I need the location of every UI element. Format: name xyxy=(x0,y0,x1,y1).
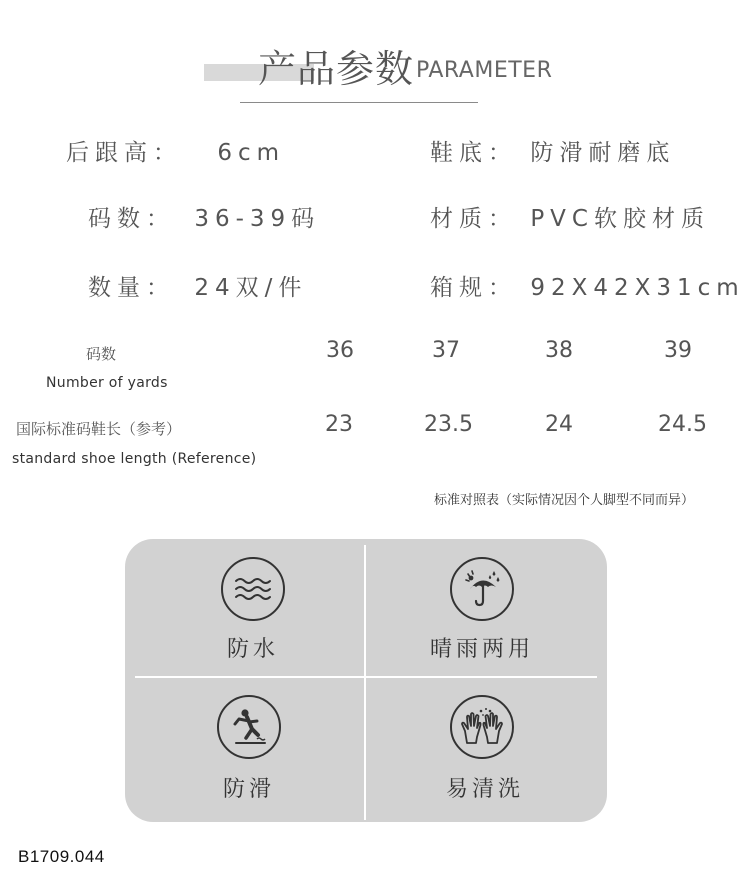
panel-divider-horizontal xyxy=(135,676,597,678)
size-row-label-cn: 码数 xyxy=(86,345,117,363)
length-row-label-en: standard shoe length (Reference) xyxy=(12,451,257,467)
umbrella-icon xyxy=(450,557,514,621)
slipping-person-icon xyxy=(217,695,281,759)
product-code: B1709.044 xyxy=(18,847,105,866)
spec-label: 材质： xyxy=(430,206,517,232)
spec-heel-height xyxy=(66,138,285,168)
spec-size-range xyxy=(88,204,320,234)
page-title-cn: 产品参数 xyxy=(258,47,415,91)
spec-quantity xyxy=(88,273,307,303)
length-row-label-cn: 国际标准码鞋长（参考） xyxy=(16,420,182,438)
length-value: 23 xyxy=(325,412,353,437)
title-underline xyxy=(240,102,478,103)
feature-label: 易清洗 xyxy=(445,777,524,802)
spec-sole xyxy=(430,138,675,168)
size-value: 36 xyxy=(326,338,354,363)
size-value: 39 xyxy=(664,338,692,363)
spec-value: PVC软胶材质 xyxy=(530,206,710,232)
spec-value: 92X42X31cm xyxy=(530,275,745,301)
size-table-note: 标准对照表（实际情况因个人脚型不同而异） xyxy=(434,493,695,508)
spec-label: 鞋底： xyxy=(430,140,517,166)
length-value: 24 xyxy=(545,412,573,437)
spec-label: 数量： xyxy=(88,275,175,301)
feature-label: 晴雨两用 xyxy=(429,637,534,662)
spec-material xyxy=(430,204,710,234)
size-value: 37 xyxy=(432,338,460,363)
spec-label: 后跟高： xyxy=(66,140,182,166)
feature-label: 防滑 xyxy=(222,777,275,802)
spec-carton-size xyxy=(430,273,745,303)
hands-icon xyxy=(450,695,514,759)
panel-divider-vertical xyxy=(364,545,366,820)
size-value: 38 xyxy=(545,338,573,363)
waves-icon xyxy=(221,557,285,621)
length-value: 23.5 xyxy=(424,412,473,437)
spec-value: 36-39码 xyxy=(194,206,321,232)
length-value: 24.5 xyxy=(658,412,707,437)
size-row-label-en: Number of yards xyxy=(46,375,168,391)
page-title-en: PARAMETER xyxy=(416,58,553,83)
spec-label: 箱规： xyxy=(430,275,517,301)
spec-value: 防滑耐磨底 xyxy=(530,140,676,166)
spec-value: 24双/件 xyxy=(194,275,308,301)
feature-label: 防水 xyxy=(226,637,279,662)
spec-label: 码数： xyxy=(88,206,175,232)
spec-value: 6cm xyxy=(217,140,285,166)
